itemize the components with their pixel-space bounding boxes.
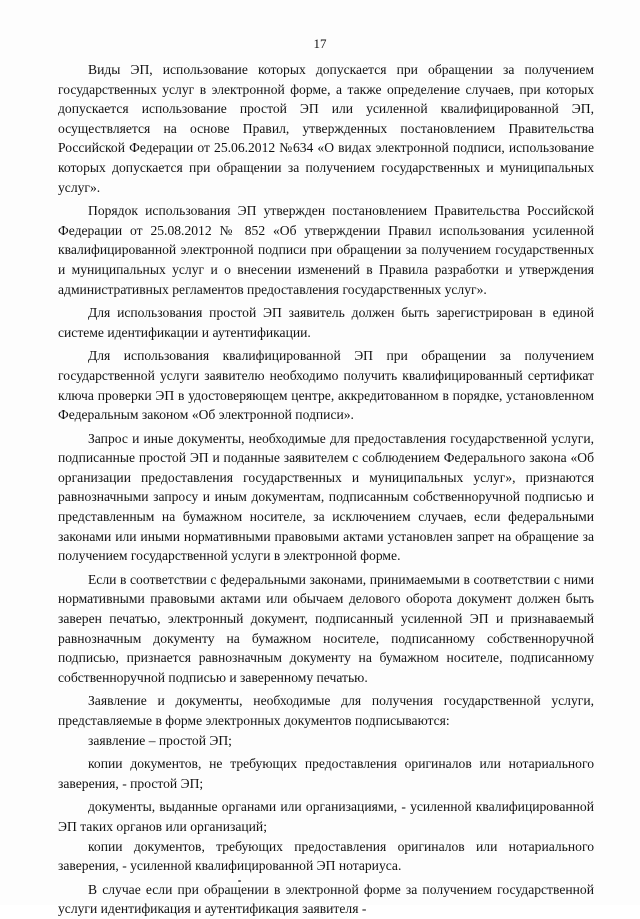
list-item-issued-documents: документы, выданные органами или организациями, - усиленной квалифицированной ЭП таких органов или организаций;	[58, 799, 594, 834]
paragraph-qualified-ep: Для использования квалифицированной ЭП при обращении за получением государственной услуги заявителю необходимо получить квалифицированный сертификат ключа проверки ЭП в удостоверяющем центре, аккредитованном в порядке, установленном Федеральным законом «Об электронной подписи».	[58, 348, 594, 423]
paragraph-request-documents: Запрос и иные документы, необходимые для предоставления государственной услуги, подписанные простой ЭП и поданные заявителем с соблюдением Федерального закона «Об организации предоставления государственных и муниципальных услуг», признаются равнозначными запросу и иным документам, подписанным собственноручной подписью и представленным на бумажном носителе, за исключением случаев, если федеральными законами или иными нормативными правовыми актами установлен запрет на обращение за получением государственной услуги в электронной форме.	[58, 430, 594, 564]
scan-artifact-dot	[238, 880, 241, 882]
page-number: 17	[313, 36, 327, 51]
paragraph-ep-procedure: Порядок использования ЭП утвержден постановлением Правительства Российской Федерации от 25.08.2012 № 852 «Об утверждении Правил использования усиленной квалифицированной электронной подписи при обращении за получением государственных и муниципальных услуг и о внесении изменений в Правила разработки и утверждения административных регламентов предоставления государственных услуг».	[58, 203, 594, 297]
list-item-copies-simple: копии документов, не требующих предоставления оригиналов или нотариального заверения, - простой ЭП;	[58, 756, 594, 791]
paragraph-ep-types: Виды ЭП, использование которых допускается при обращении за получением государственных услуг в электронной форме, а также определение случаев, при которых допускается использование простой ЭП или усиленной квалифицированной ЭП, осуществляется на основе Правил, утвержденных постановлением Правительства Российской Федерации от 25.06.2012 №634 «О видах электронной подписи, использование которых допускается при обращении за получением государственных и муниципальных услуг».	[58, 62, 594, 195]
list-item-application: заявление – простой ЭП;	[88, 732, 232, 748]
document-body	[58, 60, 594, 919]
paragraph-signing-rules: Заявление и документы, необходимые для получения государственной услуги, представляемые в форме электронных документов подписываются:	[58, 693, 594, 728]
list-item-copies-notary: копии документов, требующих предоставления оригиналов или нотариального заверения, - усиленной квалифицированной ЭП нотариуса.	[58, 838, 594, 874]
paragraph-identification: В случае если при обращении в электронной форме за получением государственной услуги идентификация и аутентификация заявителя -	[58, 881, 594, 917]
paragraph-simple-ep: Для использования простой ЭП заявитель должен быть зарегистрирован в единой системе идентификации и аутентификации.	[58, 305, 594, 340]
paragraph-seal-requirement: Если в соответствии с федеральными законами, принимаемыми в соответствии с ними нормативными правовыми актами или обычаем делового оборота документ должен быть заверен печатью, электронный документ, подписанный усиленной ЭП и признаваемый равнозначным документу на бумажном носителе, подписанному собственноручной подписью, признается равнозначным документу на бумажном носителе, подписанному собственноручной подписью и заверенному печатью.	[58, 571, 594, 685]
